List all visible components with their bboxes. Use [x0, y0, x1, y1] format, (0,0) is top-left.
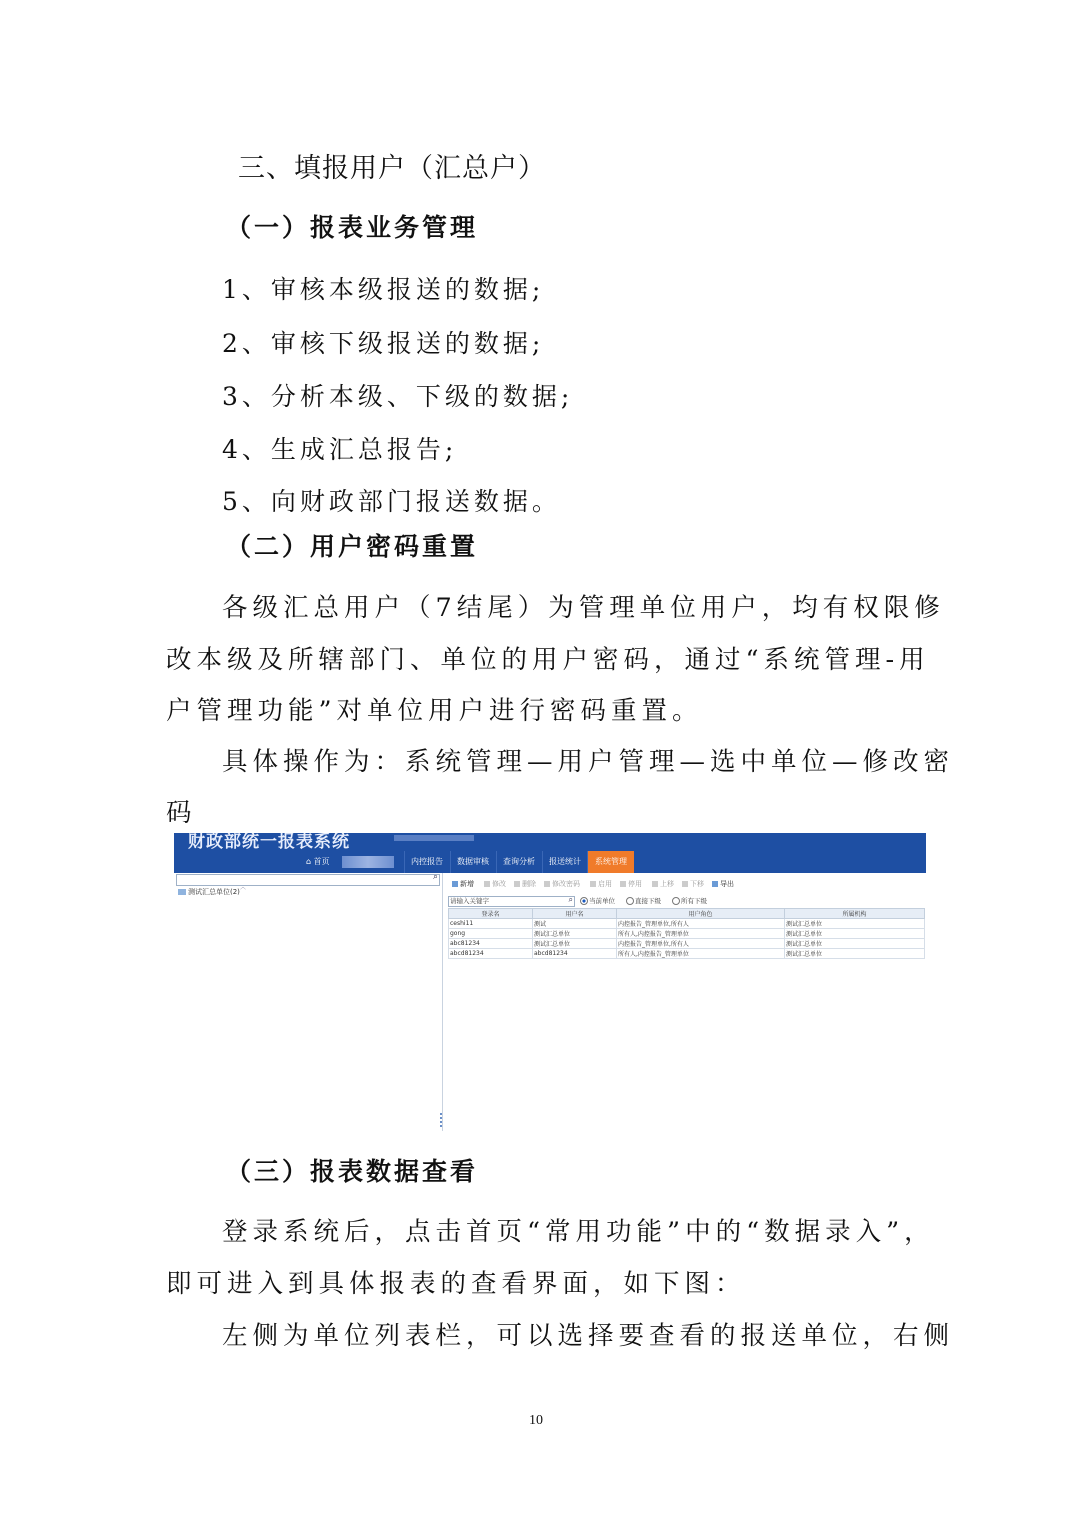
cell: 测试汇总单位 — [785, 919, 925, 929]
cell: 测试汇总单位 — [785, 939, 925, 949]
section-3-title: （三）报表数据查看 — [226, 1157, 479, 1186]
tab-bao-song-tong-ji[interactable]: 报送统计 — [542, 851, 587, 873]
paragraph-line: 具体操作为：系统管理—用户管理—选中单位—修改密 — [222, 747, 955, 777]
edit-icon — [484, 881, 490, 887]
top-nav — [174, 851, 926, 873]
cell: abcd81234 — [533, 949, 617, 959]
paragraph-line: 登录系统后，点击首页“常用功能”中的“数据录入”， — [222, 1217, 935, 1247]
cell: 测试汇总单位 — [785, 949, 925, 959]
list-item: 4、生成汇总报告; — [222, 435, 458, 464]
page-number: 10 — [529, 1413, 543, 1428]
move-up-button[interactable]: 上移 — [652, 879, 674, 889]
add-button[interactable]: 新增 — [452, 879, 474, 889]
nav-home-label: 首页 — [313, 857, 330, 866]
toolbar — [448, 877, 926, 891]
delete-icon — [514, 881, 520, 887]
paragraph-line: 改本级及所辖部门、单位的用户密码，通过“系统管理-用 — [166, 645, 930, 675]
app-title-blurred — [394, 835, 474, 841]
user-table — [448, 908, 925, 959]
paragraph-line: 户管理功能”对单位用户进行密码重置。 — [166, 696, 703, 726]
search-icon[interactable]: ⌕ — [432, 872, 438, 882]
cell: ceshi11 — [449, 919, 533, 929]
paragraph-line: 即可进入到具体报表的查看界面，如下图： — [166, 1269, 746, 1299]
table-row[interactable] — [449, 919, 925, 929]
section-1-title: （一）报表业务管理 — [226, 213, 479, 242]
embedded-screenshot — [174, 833, 926, 1131]
enable-button[interactable]: 启用 — [590, 879, 612, 889]
column-header[interactable]: 用户角色 — [617, 909, 785, 919]
move-down-button[interactable]: 下移 — [682, 879, 704, 889]
home-icon: ⌂ — [306, 857, 312, 866]
main-heading: 三、填报用户（汇总户） — [238, 153, 546, 184]
cell: abc81234 — [449, 939, 533, 949]
app-header — [174, 833, 926, 873]
table-row[interactable] — [449, 929, 925, 939]
cell: 测试汇总单位 — [533, 939, 617, 949]
list-item: 2、审核下级报送的数据; — [222, 329, 545, 358]
add-icon — [452, 881, 458, 887]
cell: 内控报告_管理单位,所有人 — [617, 919, 785, 929]
tree-item-unit[interactable] — [178, 887, 240, 897]
list-item: 5、向财政部门报送数据。 — [222, 487, 561, 516]
radio-dot-icon — [580, 897, 588, 905]
cell: 内控报告_管理单位,所有人 — [617, 939, 785, 949]
app-title: 财政部统一报表系统 — [188, 833, 350, 852]
keyword-placeholder: 请输入关键字 — [450, 897, 489, 905]
paragraph-line: 各级汇总用户（7结尾）为管理单位用户，均有权限修 — [222, 593, 945, 623]
table-row[interactable] — [449, 949, 925, 959]
paragraph-line: 左侧为单位列表栏，可以选择要查看的报送单位，右侧 — [222, 1321, 955, 1351]
column-header[interactable]: 用户名 — [533, 909, 617, 919]
radio-current-unit[interactable]: 当前单位 — [580, 896, 615, 906]
enable-icon — [590, 881, 596, 887]
blurred-user-info — [342, 856, 394, 868]
table-row[interactable] — [449, 939, 925, 949]
arrow-up-icon — [652, 881, 658, 887]
nav-home[interactable] — [306, 851, 330, 873]
radio-all-subordinates[interactable]: 所有下级 — [672, 896, 707, 906]
filter-row — [448, 896, 926, 906]
key-icon — [544, 881, 550, 887]
splitter-handle[interactable] — [440, 1113, 444, 1127]
radio-dot-icon — [626, 897, 634, 905]
export-button[interactable]: 导出 — [712, 879, 734, 889]
section-2-title: （二）用户密码重置 — [226, 532, 479, 561]
tab-nei-kong-bao-gao[interactable]: 内控报告 — [404, 851, 449, 873]
cell: 测试 — [533, 919, 617, 929]
radio-direct-subordinate[interactable]: 直接下级 — [626, 896, 661, 906]
cell: 所有人,内控报告_管理单位 — [617, 929, 785, 939]
tab-cha-xun-fen-xi[interactable]: 查询分析 — [496, 851, 541, 873]
keyword-input[interactable] — [448, 896, 575, 907]
collapse-icon[interactable]: ︿ — [239, 884, 246, 891]
disable-icon — [620, 881, 626, 887]
search-icon[interactable]: ⌕ — [568, 895, 573, 904]
edit-button[interactable]: 修改 — [484, 879, 506, 889]
folder-icon — [178, 889, 186, 895]
arrow-down-icon — [682, 881, 688, 887]
tab-xi-tong-guan-li[interactable]: 系统管理 — [587, 851, 634, 873]
cell: gong — [449, 929, 533, 939]
disable-button[interactable]: 停用 — [620, 879, 642, 889]
unit-search-input[interactable] — [176, 874, 440, 886]
column-header[interactable]: 所属机构 — [785, 909, 925, 919]
list-item: 1、审核本级报送的数据; — [222, 275, 545, 304]
paragraph-line: 码 — [166, 798, 197, 828]
tab-shu-ju-shen-he[interactable]: 数据审核 — [450, 851, 495, 873]
user-management-pane — [448, 877, 926, 1131]
radio-dot-icon — [672, 897, 680, 905]
export-icon — [712, 881, 718, 887]
delete-button[interactable]: 删除 — [514, 879, 536, 889]
tree-item-label: 测试汇总单位(2) — [188, 888, 240, 896]
cell: 所有人,内控报告_管理单位 — [617, 949, 785, 959]
change-password-button[interactable]: 修改密码 — [544, 879, 580, 889]
cell: 测试汇总单位 — [533, 929, 617, 939]
cell: 测试汇总单位 — [785, 929, 925, 939]
cell: abcd81234 — [449, 949, 533, 959]
column-header[interactable]: 登录名 — [449, 909, 533, 919]
list-item: 3、分析本级、下级的数据; — [222, 382, 574, 411]
unit-tree-pane — [174, 873, 443, 1131]
table-header-row — [449, 909, 925, 919]
